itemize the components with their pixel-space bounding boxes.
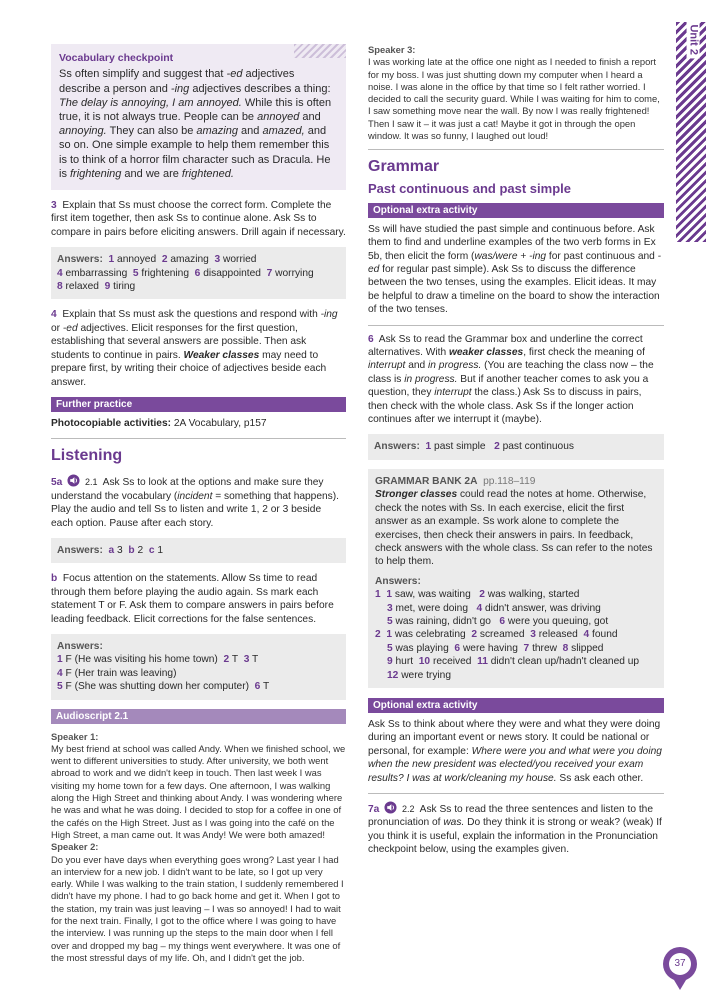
exercise-7a-text: 7a 2.2 Ask Ss to read the three sentences and listen to the pronunciation of was. Do they think it is strong or weak? (weak) If you think it is useful, explain the information in the Pronunciation checkpoint below, using the examples given. — [368, 801, 664, 857]
optional-extra-band-1: Optional extra activity — [368, 203, 664, 218]
vocabulary-checkpoint-box — [51, 44, 346, 190]
further-practice-band: Further practice — [51, 397, 346, 412]
right-column — [368, 44, 664, 865]
exercise-6-text: 6 Ask Ss to read the Grammar box and underline the correct alternatives. With weaker classes, first check the meaning of interrupt and in progress. (You are teaching the class now – the class is in progress. But if another teacher comes to ask you a question, they interrupt the class.) Ask Ss to discuss in pairs, then check with the whole class. Ask Ss if the longer action continues after we interrupt it (maybe). — [368, 333, 654, 426]
exercise-3-text: 3 Explain that Ss must choose the correct form. Complete the first item together, then ask Ss to continue alone. Ask Ss to compare in pairs before eliciting answers. Drill again if necessary. — [51, 200, 346, 238]
page-number: 37 — [669, 953, 691, 975]
left-column — [51, 44, 346, 964]
answers-6-box: Answers: 1 past simple 2 past continuous — [368, 434, 664, 459]
answers-3-box: Answers: 1 annoyed 2 amazing 3 worried 4 embarrassing 5 frightening 6 disappointed 7 worrying 8 relaxed 9 tiring — [51, 247, 346, 299]
unit-label: Unit 2 — [687, 21, 700, 58]
divider — [368, 149, 664, 150]
vocabulary-checkpoint-text: Ss often simplify and suggest that -ed adjectives describe a person and -ing adjectives describes a thing: The delay is annoying, I am annoyed. While this is often true, it is not always true. People can be annoyed and annoying. They can also be amazing and amazed, and so on. One simple example to help them remember this is to think of a horror film character such as Dracula. He is frightening and we are frightened. — [59, 68, 332, 180]
optional-extra-text-2: Ask Ss to think about where they were and what they were doing during an important event or news story. It could be national or personal, for example: Where were you and what were you doing when the new president was elected/you received your exam results? I was at work/cleaning my house. Ss ask each other. — [368, 718, 662, 784]
exercise-5a-text: 5a 2.1 Ask Ss to look at the options and make sure they understand the vocabulary (incident = something that happens). Play the audio and tell Ss to listen and write 1, 2 or 3 beside each option. Pause after each story. — [51, 474, 346, 530]
audioscript-band: Audioscript 2.1 — [51, 709, 346, 724]
audio-speaker-icon — [384, 801, 397, 814]
answers-5a-box: Answers: a 3 b 2 c 1 — [51, 538, 346, 563]
grammar-bank-box — [368, 469, 664, 688]
grammar-heading: Grammar — [368, 158, 440, 176]
divider — [51, 438, 346, 439]
exercise-4-text: 4 Explain that Ss must ask the questions and respond with -ing or -ed adjectives. Elicit responses for the first question, establishing that several answers are possible. Then ask students to continue in pairs. Weaker classes may need to prepare first, by writing their choice of adjectives beside each answer. — [51, 309, 338, 388]
grammar-bank-title: GRAMMAR BANK 2A pp.118–119 — [375, 475, 536, 487]
grammar-bank-answers-label: Answers: — [375, 575, 421, 587]
optional-extra-text-1: Ss will have studied the past simple and continuous before. Ask them to find and underline examples of the two verb forms in Ex 5b, then elicit the form (was/were + -ing for past continuous and -ed for regular past simple). Ask Ss to discuss the difference between the two tenses, using the examples. Elicit ideas. It may be helpful to draw a timeline on the board to show the interaction of the two tenses. — [368, 223, 662, 316]
audioscript-text: Speaker 1: My best friend at school was called Andy. When we finished school, we went to different universities to study. After university, we both went abroad to work and we didn't keep in touch. Then last week I was visiting my home town for a few days. One afternoon, I was walking along the High Street and thinking about Andy. I was wondering where he was and what he was doing. I decided to stop for a coffee in one of the cafés on the High Street. Just as I was going into the café on the High Street, a man came out. It was Andy! We were both amazed! Speaker 2: Do you ever have days when everything goes wrong? Last year I had an interview for a new job. I didn't want to be late, so I got up very early. While I was walking to the train station, I suddenly remembered I didn't have my phone. I had to go back home and get it. When I got to the station, my train was just leaving – I was so annoyed! I had to wait for the next train. Finally, I got to the office where I was going to have the interview. I was running up the steps to the main door when I fell over and dropped my bag – my things went everywhere. It was one of the most stressful days of my life. Oh, and I didn't get the job. — [51, 730, 346, 963]
grammar-bank-text: Stronger classes could read the notes at home. Otherwise, check the notes with Ss. In each exercise, elicit the first answer as an example. Ss work alone to complete the exercises, then check their answers in pairs. In feedback, check answers with the whole class. Ss can refer to the notes to help them. — [375, 489, 653, 568]
divider — [368, 793, 664, 794]
exercise-5b-text: b Focus attention on the statements. Allow Ss time to read through them before playing the audio again. Ss mark each statement T or F. Ask them to compare answers in pairs before leading feedback. Elicit corrections for the false sentences. — [51, 573, 334, 625]
listening-heading: Listening — [51, 447, 123, 465]
divider — [368, 325, 664, 326]
page-number-marker — [663, 947, 697, 981]
vocabulary-checkpoint-title: Vocabulary checkpoint — [59, 52, 174, 64]
photocopiable-activities: Photocopiable activities: 2A Vocabulary, p157 — [51, 417, 267, 429]
audioscript-continued: Speaker 3: I was working late at the office one night as I needed to finish a report for my boss. I was just shutting down my computer when I heard a noise. I was alone in the office by that time so I felt rather worried. I decided to call the security guard. While I was waiting for him to come, I saw something move near the wall. By now I was really frightened! Then I saw it – it was just a cat! Maybe it got in through the open window. It was so funny, I laughed out loud! — [368, 44, 660, 142]
unit-side-tab — [676, 22, 706, 242]
optional-extra-band-2: Optional extra activity — [368, 698, 664, 713]
grammar-bank-answers: 1 1 saw, was waiting 2 was walking, started 3 met, were doing 4 didn't answer, was driving 5 was raining, didn't go 6 were you queuing, got 2 1 was celebrating 2 screamed 3 released 4 found 5 was playing 6 were having 7 threw 8 slipped 9 hurt 10 received 11 didn't clean up/hadn't cleaned up 12 were trying — [375, 589, 640, 681]
audio-speaker-icon — [67, 474, 80, 487]
answers-5b-box: Answers: 1 F (He was visiting his home town) 2 T 3 T 4 F (Her train was leaving) 5 F (She was shutting down her computer) 6 T — [51, 634, 346, 700]
grammar-subheading: Past continuous and past simple — [368, 181, 571, 197]
